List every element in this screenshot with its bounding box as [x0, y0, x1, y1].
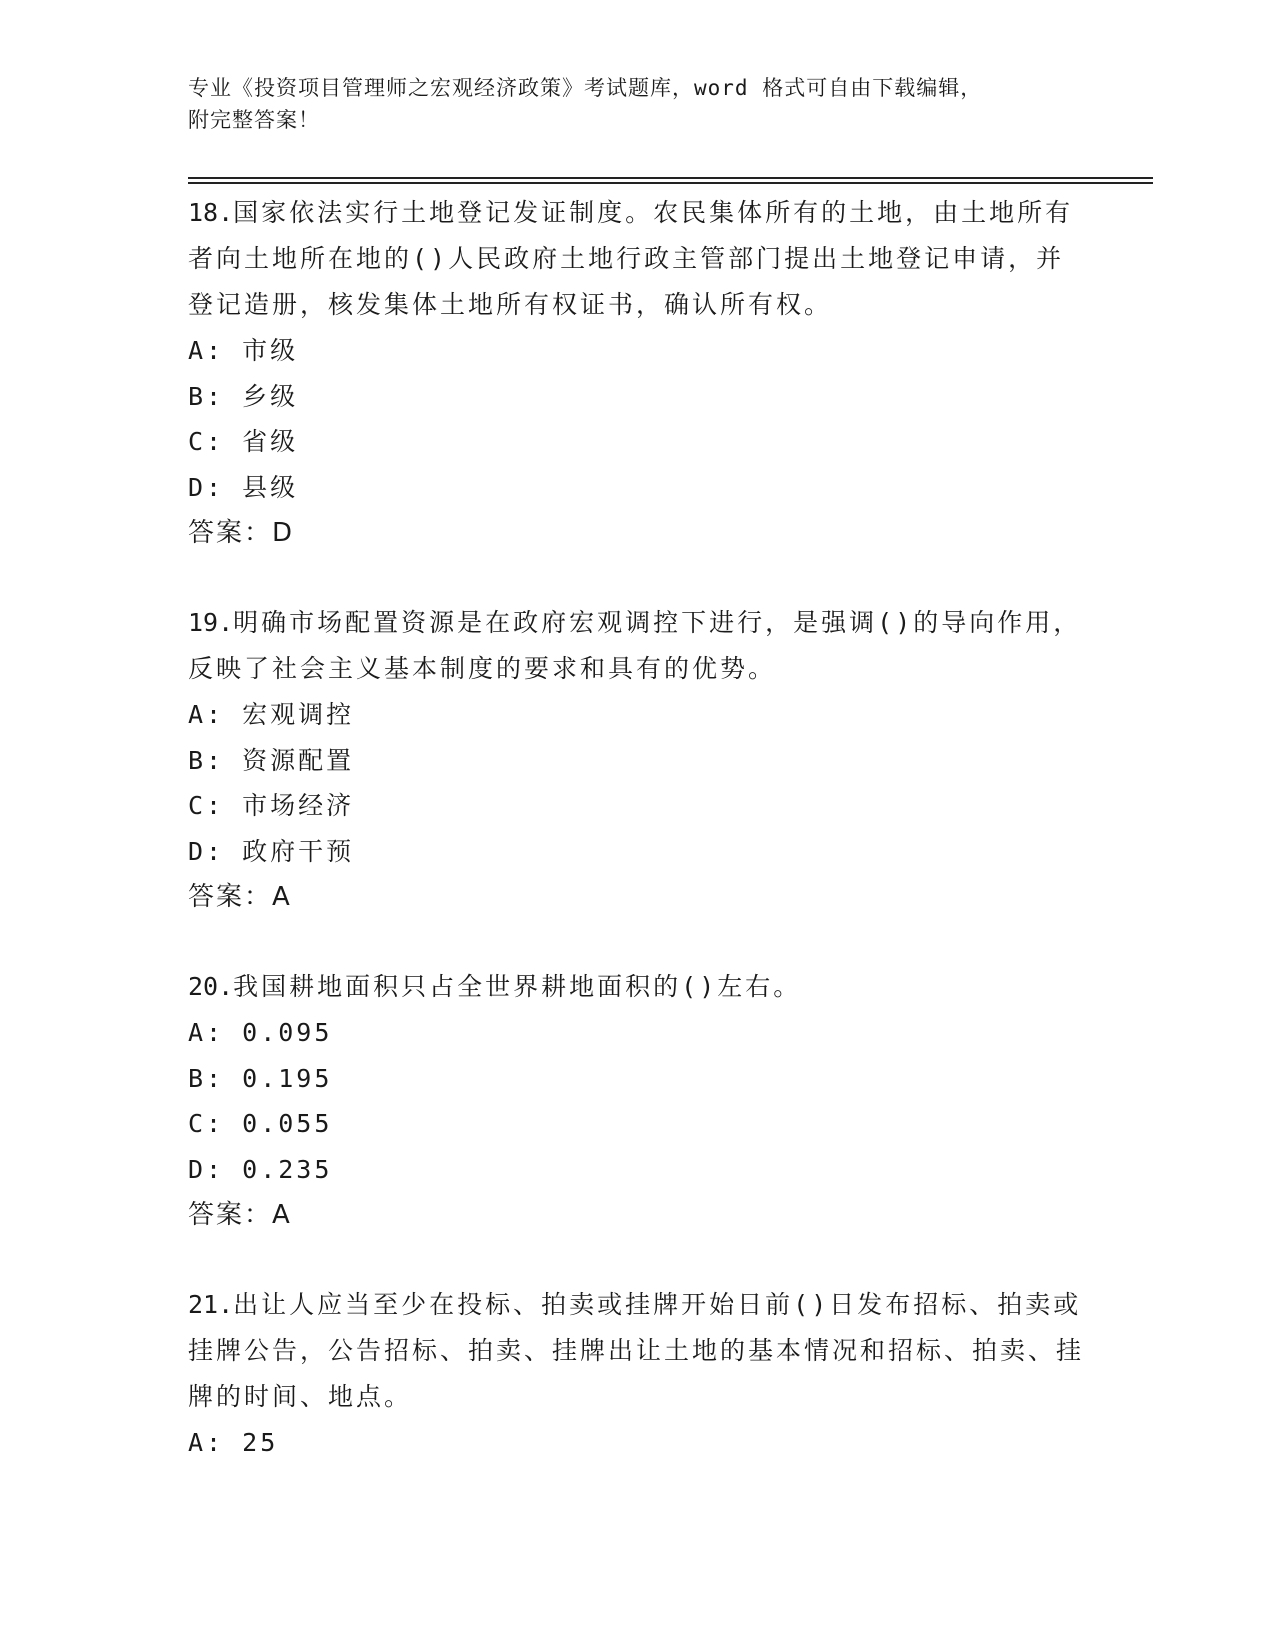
option-b: B: 乡级 — [188, 381, 299, 411]
header-line-2: 附完整答案！ — [188, 108, 320, 132]
option-c: C: 0.055 — [188, 1109, 333, 1138]
answer-line: 答案：A — [188, 882, 292, 912]
question-18 — [188, 190, 1088, 556]
document-header — [188, 72, 1068, 136]
answer-line: 答案：A — [188, 1200, 292, 1230]
option-a: A: 市级 — [188, 336, 299, 365]
option-a: A: 宏观调控 — [188, 700, 355, 729]
question-text — [188, 600, 1088, 692]
option-d: D: 政府干预 — [188, 836, 355, 866]
question-text — [188, 964, 1088, 1010]
option-c: C: 省级 — [188, 427, 299, 456]
option-a: A: 0.095 — [188, 1018, 333, 1047]
option-d: D: 0.235 — [188, 1154, 333, 1184]
question-stem: 出让人应当至少在投标、拍卖或挂牌开始日前()日发布招标、拍卖或挂牌公告，公告招标、拍卖、挂牌出让土地的基本情况和招标、拍卖、挂牌的时间、地点。 — [188, 1290, 1085, 1411]
header-line-1: 专业《投资项目管理师之宏观经济政策》考试题库，word 格式可自由下载编辑， — [188, 76, 983, 100]
question-number: 20. — [188, 972, 234, 1001]
question-text — [188, 190, 1088, 328]
header-double-rule — [188, 177, 1153, 184]
question-stem: 国家依法实行土地登记发证制度。农民集体所有的土地，由土地所有者向土地所在地的()人民政府土地行政主管部门提出土地登记申请，并登记造册，核发集体土地所有权证书，确认所有权。 — [188, 198, 1074, 319]
question-text — [188, 1282, 1088, 1420]
question-number: 19. — [188, 608, 234, 637]
question-19 — [188, 600, 1088, 920]
option-b: B: 0.195 — [188, 1063, 333, 1093]
question-20 — [188, 964, 1088, 1238]
question-number: 21. — [188, 1290, 234, 1319]
question-21 — [188, 1282, 1088, 1466]
question-number: 18. — [188, 198, 234, 227]
option-d: D: 县级 — [188, 472, 299, 502]
question-list — [188, 190, 1088, 1510]
answer-line: 答案：D — [188, 518, 295, 548]
question-stem: 我国耕地面积只占全世界耕地面积的()左右。 — [233, 972, 802, 1001]
question-stem: 明确市场配置资源是在政府宏观调控下进行，是强调()的导向作用，反映了社会主义基本制度的要求和具有的优势。 — [188, 608, 1082, 683]
option-c: C: 市场经济 — [188, 791, 355, 820]
option-b: B: 资源配置 — [188, 745, 355, 775]
option-a: A: 25 — [188, 1428, 279, 1457]
